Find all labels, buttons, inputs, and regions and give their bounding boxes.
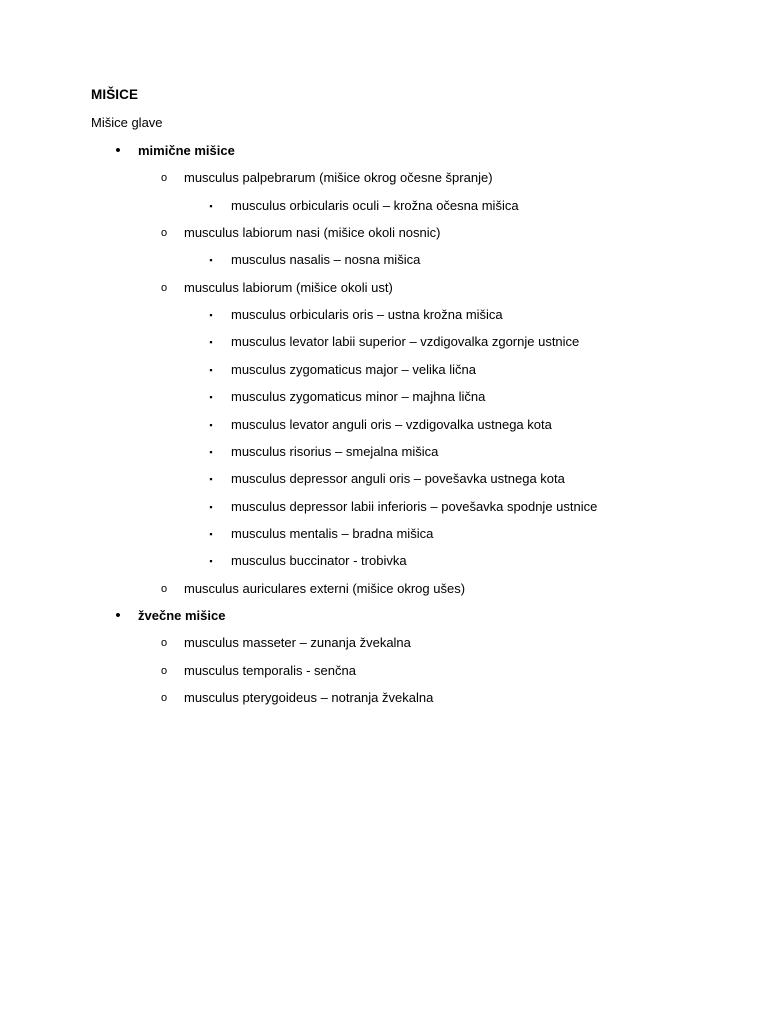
list-bullet-level-1: • [115, 142, 121, 159]
list-bullet-level-2: o [160, 227, 168, 239]
list-item-text: musculus labiorum nasi (mišice okoli nosnic) [184, 225, 441, 240]
list-item-text: musculus levator labii superior – vzdigovalka zgornje ustnice [231, 334, 580, 349]
list-item [0, 142, 768, 160]
list-bullet-level-3: ▪ [209, 447, 213, 457]
list-item [0, 251, 768, 269]
list-bullet-level-3: ▪ [209, 529, 213, 539]
list-bullet-level-1: • [115, 607, 121, 624]
list-item [0, 306, 768, 324]
list-item-text: musculus depressor anguli oris – povešavka ustnega kota [231, 471, 565, 486]
list-item-text: musculus pterygoideus – notranja žvekalna [184, 690, 434, 705]
list-item [0, 662, 768, 680]
list-item [0, 607, 768, 625]
list-bullet-level-2: o [160, 282, 168, 294]
list-item [0, 361, 768, 379]
list-item [0, 552, 768, 570]
list-item [0, 416, 768, 434]
list-bullet-level-2: o [160, 665, 168, 677]
list-item-text: musculus depressor labii inferioris – povešavka spodnje ustnice [231, 499, 598, 514]
list-item [0, 388, 768, 406]
list-bullet-level-3: ▪ [209, 502, 213, 512]
list-bullet-level-3: ▪ [209, 365, 213, 375]
list-item-text: musculus levator anguli oris – vzdigovalka ustnega kota [231, 417, 552, 432]
list-item [0, 634, 768, 652]
list-bullet-level-3: ▪ [209, 201, 213, 211]
list-item-text: musculus orbicularis oris – ustna krožna mišica [231, 307, 503, 322]
list-item [0, 169, 768, 187]
list-item [0, 224, 768, 242]
list-bullet-level-3: ▪ [209, 255, 213, 265]
list-item [0, 470, 768, 488]
list-item-text: musculus auriculares externi (mišice okrog ušes) [184, 581, 466, 596]
list-item-text: musculus risorius – smejalna mišica [231, 444, 439, 459]
list-bullet-level-2: o [160, 172, 168, 184]
list-item [0, 580, 768, 598]
list-item-text: musculus mentalis – bradna mišica [231, 526, 434, 541]
list-item [0, 498, 768, 516]
list-item-text: musculus zygomaticus major – velika lična [231, 362, 476, 377]
list-item [0, 197, 768, 215]
list-bullet-level-3: ▪ [209, 392, 213, 402]
list-bullet-level-2: o [160, 583, 168, 595]
list-item-text: musculus temporalis - senčna [184, 663, 356, 678]
list-item [0, 443, 768, 461]
list-bullet-level-2: o [160, 637, 168, 649]
list-bullet-level-2: o [160, 692, 168, 704]
list-item-text: musculus labiorum (mišice okoli ust) [184, 280, 393, 295]
list-item-text: musculus buccinator - trobivka [231, 553, 407, 568]
list-item-text: musculus nasalis – nosna mišica [231, 252, 421, 267]
list-item [0, 333, 768, 351]
document-subtitle: Mišice glave [91, 115, 163, 130]
list-item-text: musculus orbicularis oculi – krožna očesna mišica [231, 198, 519, 213]
list-bullet-level-3: ▪ [209, 474, 213, 484]
list-bullet-level-3: ▪ [209, 310, 213, 320]
list-bullet-level-3: ▪ [209, 337, 213, 347]
list-bullet-level-3: ▪ [209, 420, 213, 430]
document-title: MIŠICE [91, 87, 139, 102]
list-item-text: musculus palpebrarum (mišice okrog očesne špranje) [184, 170, 493, 185]
list-bullet-level-3: ▪ [209, 556, 213, 566]
list-item-text: žvečne mišice [138, 608, 226, 623]
list-item [0, 279, 768, 297]
list-item [0, 525, 768, 543]
list-item-text: musculus zygomaticus minor – majhna lična [231, 389, 486, 404]
list-item-text: mimične mišice [138, 143, 235, 158]
list-item-text: musculus masseter – zunanja žvekalna [184, 635, 411, 650]
list-item [0, 689, 768, 707]
